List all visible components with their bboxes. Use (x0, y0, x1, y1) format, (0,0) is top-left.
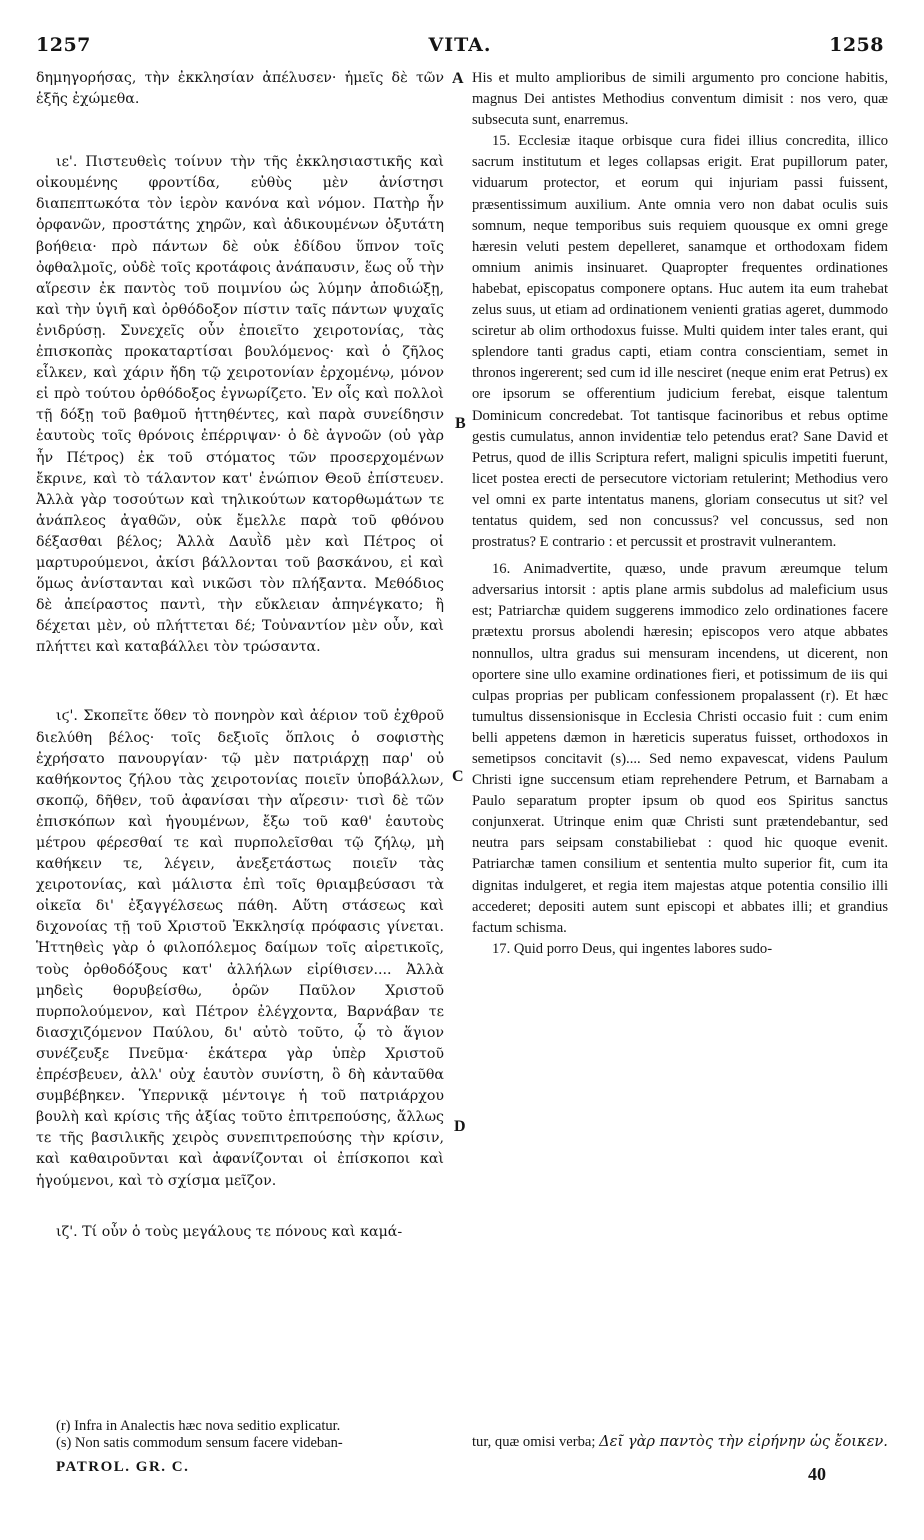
column-marker-a: A (452, 70, 464, 87)
latin-column (472, 68, 888, 960)
column-marker-d: D (454, 1118, 466, 1135)
latin-paragraph-16: 16. Animadvertite, quæso, unde pravum æreumque telum adversarius intorsit : aptis plane armis subdolus ad maleficium usus est; Patriarchæ quidem suggerens immodico zelo ordinationes facere prætextu prorsus abolendi hæresin; episcopos vero atque abbates nonnullos, ultra gradus sui mensuram incendens, ut dicerent, non oportere sine ullo examine ordinationes fieri, et potissimum de iis qui culpas proprias per publicam confessionem propalassent (r). Et hæc tumultus dissensionisque in Ecclesia Christi occasio fuit : cum enim belli appetens dæmon in hæreticis superatus fuisset, orthodoxos in semetipsos concitavit (s).... Sed nemo expavescat, videns Paulum Christi igne succensum etiam reprehendere Petrum, et Barnabam a Paulo separatum propter ipsum ob quod eos Spiritus sanctus conjunxerat. Utrinque enim quæ Christi sunt prætendebantur, sed neutra pars seipsam constabiliebat : quod hic quoque evenit. Patriarchæ tamen consilium et sententia multo superior fit, cum ita dignitas indulgeret, et regia item majestas atque potentia consilio illi accederet; depositi autem sunt episcopi et abbates illi; et grandius factum schisma. (472, 561, 888, 936)
left-page-number: 1257 (36, 34, 91, 56)
latin-paragraph-15: 15. Ecclesiæ itaque orbisque cura fidei illius concredita, illico sacrum institutum et leges collapsas erigit. Erat pupillorum pater, viduarum protector, et eorum qui injuriam passi fuissent, præsentissimum auxilium. Ante omnia vero non dabat oculis suis somnum, neque temporibus suis requiem quousque ex omni grege hæresin veluti pestem depelleret, sanamque et orthodoxam fidem omnium animis insinuaret. Quapropter frequentes ordinationes habebat, episcopatus componere optans. Huc autem ita eum trahebat zelus suus, ut etiam ad ordinationem venienti gratias ageret, dummodo sciretur ab olim orthodoxus fuisse. Multi quidem inter tales erant, qui splendore tanti gradus capti, etiam contra conscientiam, semet in thronos ingererent; sed cum id ille nesciret (neque enim erat Petrus) ex ore ipsorum se offerentium judicium ferebat, eisque talentum Dominicum concredebat. Tot tantisque facinoribus et rebus optime gestis cumulatus, annon invidentiæ telo petendus erat? Sane David et Petrus, quod de illis Scriptura refert, maligni spiculis impetiti fuerunt, licet postea erecti de persecutore victoriam retulerint; Methodius vero vel omni ex parte intentatus manens, gloriam consecutus ut sit? vel tentatus quidem, sed non concussus? vel concussus, sed non prostratus? E contrario : et percussit et prostravit vulnerantem. (472, 133, 888, 551)
column-marker-b: B (455, 415, 466, 432)
spacer (36, 110, 444, 152)
footnote-s: (s) Non satis commodum sensum facere videban- (56, 1435, 343, 1451)
signature-mark: 40 (808, 1464, 826, 1484)
spacer (36, 1192, 444, 1222)
latin-continuation-greek: Δεῖ γὰρ παντὸς τὴν εἰρήνην ὡς ἔοικεν. (599, 1433, 888, 1450)
right-page-number: 1258 (829, 34, 884, 56)
greek-paragraph-15: ιε'. Πιστευθεὶς τοίνυν τὴν τῆς ἐκκλησιαστικῆς καὶ οἰκουμένης φροντίδα, εὐθὺς μὲν ἀνίστησι διαπεπτωκότα τὸν ἱερὸν κανόνα καὶ νόμον. Πατὴρ ἦν ὀρφανῶν, προστάτης χηρῶν, καὶ ἀδικουμένων ὀξυτάτη βοήθεια· πρὸ πάντων δὲ οὐκ ἐδίδου ὕπνον τοῖς ὀφθαλμοῖς, οὐδὲ τοῖς κροτάφοις ἀνάπαυσιν, ἕως οὗ τὴν αἵρεσιν ἐκ παντὸς τοῦ ποιμνίου ὡς λύμην ἀποδιώξῃ, καὶ τὴν ὑγιῆ καὶ ὀρθόδοξον πίστιν ταῖς πάντων ψυχαῖς ἐνιδρύσῃ. Συνεχεῖς οὖν ἐποιεῖτο χειροτονίας, τὰς ἐπισκοπὰς προκαταρτίσαι βουλόμενος· καὶ ὁ ζῆλος εἷλκεν, καὶ χάριν ἤδη τῷ χειροτονίαν ἐρχομένῳ, μόνον εἰ πρὸ τούτου ὀρθόδοξος ἐγνωρίζετο. Ἐν οἷς καὶ πολλοὶ τῇ δόξῃ τοῦ βαθμοῦ ἡττηθέντες, καὶ παρὰ συνείδησιν ἑαυτοὺς τοῖς θρόνοις ἐπέρριψαν· ὁ δὲ ἀγνοῶν (οὐ γὰρ ἦν Πέτρος) ἐκ τοῦ στόματος τῶν προσερχομένων ἔκρινε, καὶ τὸ τάλαντον κατ' ἐνώπιον Θεοῦ ἐπίστευεν. Ἀλλὰ γὰρ τοσούτων καὶ τηλικούτων κατορθωμάτων τε ἀνάπλεος ἀγαθῶν, οὐκ ἔμελλε παρὰ τοῦ φθόνου δέξασθαι βέλος; Ἀλλὰ Δαυῒδ μὲν καὶ Πέτρος οἱ μαρτυρούμενοι, ἀκίσι βάλλονται τοῦ βασκάνου, εἰ καὶ ὅμως ἀνίστανται καὶ νικῶσι τὸν πλήξαντα. Μεθόδιος δὲ ἀπείραστος παντὶ, τὴν εὔκλειαν ἀπηνέγκατο; ἢ δέχεται μὲν, οὐ πλήττεται δέ; Τοὐναντίον μὲν οὖν, καὶ πλήττει καὶ καταβάλλει τὸν τρώσαντα. (36, 154, 444, 656)
column-marker-c: C (452, 768, 464, 785)
latin-paragraph-17: 17. Quid porro Deus, qui ingentes labores sudo- (492, 940, 773, 957)
greek-paragraph-17: ιζ'. Τί οὖν ὁ τοὺς μεγάλους τε πόνους καὶ καμά- (56, 1223, 403, 1240)
latin-continuation-text: tur, quæ omisi verba; (472, 1434, 596, 1450)
footnote-r: (r) Infra in Analectis hæc nova seditio explicatur. (56, 1418, 341, 1434)
spacer (36, 658, 444, 706)
running-title: VITA. (428, 34, 492, 56)
page-header (36, 34, 884, 64)
latin-continuation (472, 1432, 888, 1452)
greek-column (36, 68, 444, 1243)
greek-paragraph-16: ιϛ'. Σκοπεῖτε ὅθεν τὸ πονηρὸν καὶ ἀέριον τοῦ ἐχθροῦ διελύθη βέλος· τοῖς δεξιοῖς ὅπλοις ὁ σοφιστὴς ἐχρήσατο πανουργίαν· τῷ μὲν πατριάρχῃ παρ' οὐ καθήκοντος ζήλου τὰς χειροτονίας ποιεῖν ὑποβάλλων, σκοπῷ, δῆθεν, τοῦ ἀφανίσαι τὴν αἵρεσιν· τισὶ δὲ τῶν ἐπισκόπων καὶ ἡγουμένων, ἔξω τοῦ καθ' ἑαυτοὺς μέτρου φέρεσθαί τε καὶ πυρπολεῖσθαι τῷ ζήλῳ, μὴ καθήκειν τε, λέγειν, ἀνεξετάστως ποιεῖν τὰς χειροτονίας, καὶ μάλιστα ἐπὶ τοῖς θριαμβεύσασι τὰ οἰκεῖα δι' ἐξαγγέλσεως πάθη. Αὕτη στάσεως καὶ διχονοίας τῇ τοῦ Χριστοῦ Ἐκκλησίᾳ πρόφασις γίνεται. Ἡττηθεὶς γὰρ ὁ φιλοπόλεμος δαίμων τοῖς αἱρετικοῖς, τοὺς ὀρθοδόξους κατ' ἀλλήλων εἰρίθισεν.... Ἀλλὰ μηδεὶς θορυβείσθω, ὁρῶν Παῦλον Χριστοῦ πυρπολούμενον, καὶ Πέτρον ἐλέγχοντα, Βαρνάβαν τε διασχιζόμενον Παύλου, δι' αὐτὸ τοῦτο, ᾧ τὸ ἅγιον συνέζευξε Πνεῦμα· ἑκάτερα γὰρ ὑπὲρ Χριστοῦ ἐπρέσβευεν, ἀλλ' οὐχ ἑαυτὸν συνίστη, ὃ δὴ κἀνταῦθα συμβέβηκεν. Ὑπερνικᾷ μέντοιγε ἡ τοῦ πατριάρχου βουλὴ καὶ κρίσις τῆς ἀξίας τοῦτο ἐπιτρεπούσης, ἄλλως τε τῆς βασιλικῆς χειρὸς συνεπιτρεπούσης τὴν κρίσιν, καὶ καθαιροῦνται καὶ ἀφανίζονται οἱ ἐπίσκοποι καὶ ἡγούμενοι, καὶ τὸ σχίσμα μεῖζον. (36, 708, 444, 1189)
latin-paragraph-intro: His et multo amplioribus de simili argumento pro concione habitis, magnus Dei antistes Methodius conventum dimisit : nos vero, quæ subsecuta sunt, enarremus. (472, 70, 888, 129)
greek-paragraph-intro: δημηγορήσας, τὴν ἐκκλησίαν ἀπέλυσεν· ἡμεῖς δὲ τῶν ἑξῆς ἐχώμεθα. (36, 70, 444, 108)
source-line: PATROL. GR. C. (56, 1459, 190, 1475)
footnotes (56, 1418, 456, 1476)
